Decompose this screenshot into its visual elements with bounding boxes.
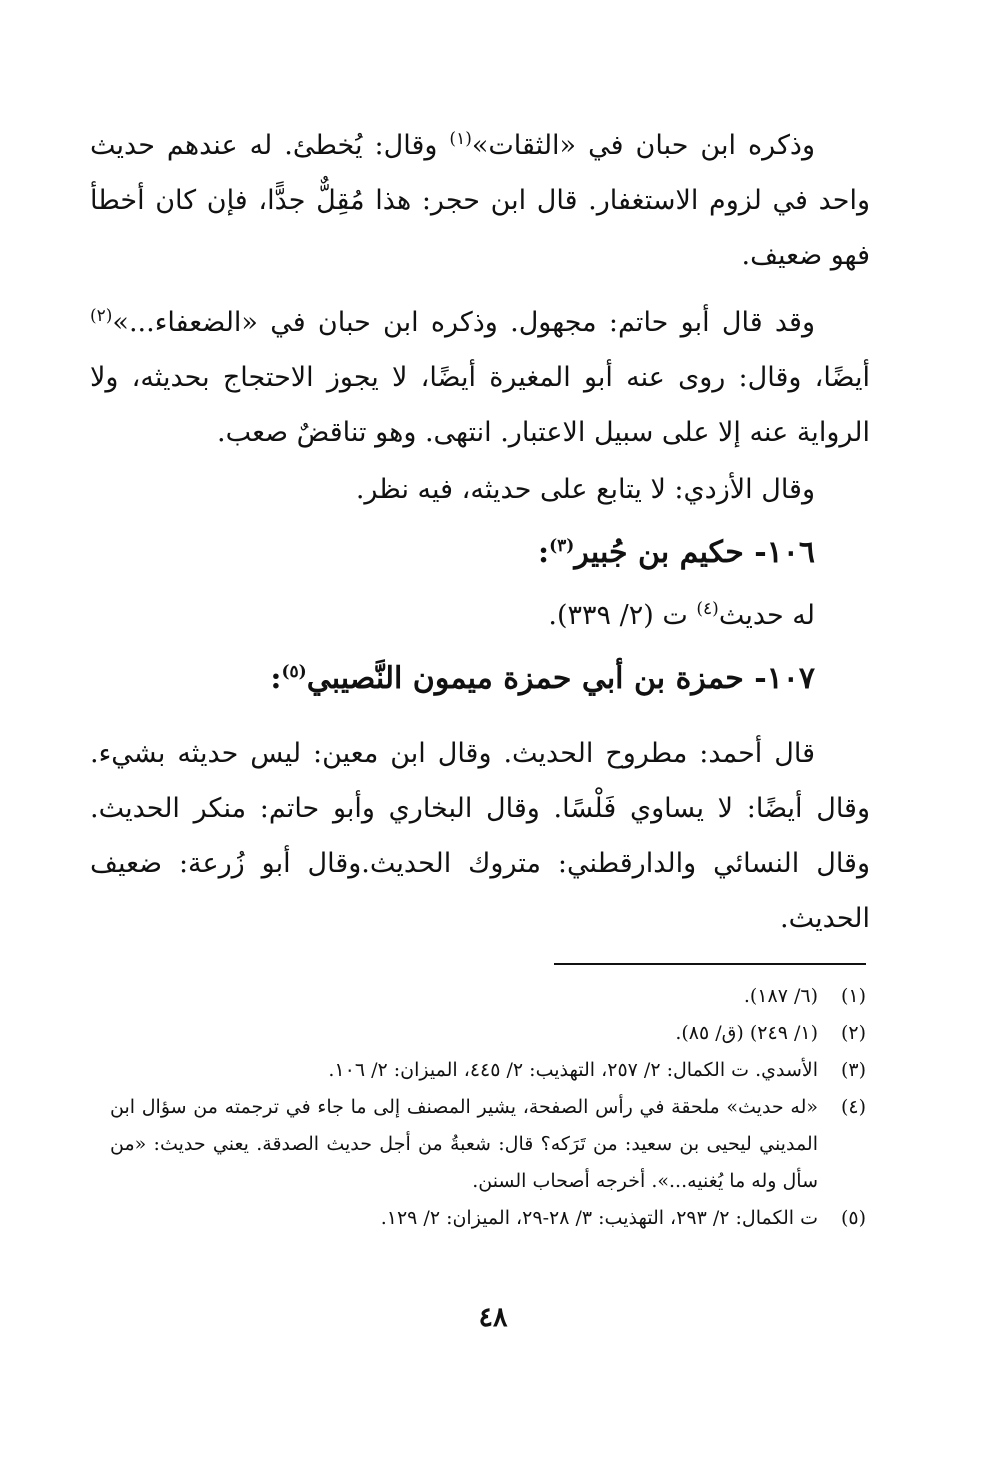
entry-heading-106 (90, 520, 870, 586)
footnote-number: (٣) (840, 1059, 866, 1081)
entry-heading-107 (90, 646, 870, 712)
paragraph-1-text-b: وقال: يُخطئ. له عندهم حديث واحد في لزوم الاستغفار. قال ابن حجر: هذا مُقِلٌّ جدًّا، فإن كان أخطأ فهو ضعيف. (90, 130, 870, 271)
footnote-ref-1: (١) (449, 129, 472, 149)
paragraph-1 (90, 118, 870, 283)
footnote-number: (١) (840, 985, 866, 1007)
page-number: ٤٨ (478, 1302, 508, 1333)
entry-heading-106-colon: : (538, 535, 550, 570)
main-text (90, 118, 870, 946)
footnote-ref-4: (٤) (696, 599, 719, 619)
paragraph-2 (90, 295, 870, 460)
footnote-number: (٢) (840, 1022, 866, 1044)
entry-heading-107-colon: : (270, 661, 282, 696)
paragraph-3: وقال الأزدي: لا يتابع على حديثه، فيه نظر. (355, 474, 815, 505)
paragraph-4-text-a: له حديث (718, 600, 815, 631)
footnote-text: ت الكمال: ٢/ ٢٩٣، التهذيب: ٣/ ٢٨-٢٩، الميزان: ٢/ ١٢٩. (380, 1207, 818, 1229)
entry-heading-106-text: ١٠٦- حكيم بن جُبير (574, 535, 815, 570)
paragraph-2-text-a: وقد قال أبو حاتم: مجهول. وذكره ابن حبان في «الضعفاء...» (112, 307, 815, 338)
footnote-text: (١/ ٢٤٩) (ق/ ٨٥). (675, 1022, 818, 1044)
paragraph-2-text-b: أيضًا، وقال: روى عنه أبو المغيرة أيضًا، لا يجوز الاحتجاج بحديثه، ولا الرواية عنه إلا على سبيل الاعتبار. انتهى. وهو تناقضٌ صعب. (90, 362, 870, 448)
footnote-number: (٤) (840, 1096, 866, 1118)
paragraph-4 (90, 586, 870, 646)
footnote-3 (110, 1052, 866, 1089)
entry-heading-107-text: ١٠٧- حمزة بن أبي حمزة ميمون النَّصيبي (306, 661, 815, 696)
footnote-1 (110, 978, 866, 1015)
footnote-5 (110, 1200, 866, 1237)
footnote-ref-2: (٢) (90, 306, 113, 326)
footnote-2 (110, 1015, 866, 1052)
footnotes (110, 978, 866, 1237)
footnote-text: (٦/ ١٨٧). (743, 985, 818, 1007)
footnote-ref-3: (٣) (549, 536, 575, 556)
paragraph-5: قال أحمد: مطروح الحديث. وقال ابن معين: ليس حديثه بشيء. وقال أيضًا: لا يساوي فَلْسًا. وقال البخاري وأبو حاتم: منكر الحديث. وقال النسائي والدارقطني: متروك الحديث.وقال أبو زُرعة: ضعيف الحديث. (90, 738, 870, 934)
paragraph-4-text-b: ت (٢/ ٣٣٩). (548, 600, 697, 631)
footnote-ref-5: (٥) (281, 662, 307, 682)
footnote-number: (٥) (840, 1207, 866, 1229)
footnote-text: الأسدي. ت الكمال: ٢/ ٢٥٧، التهذيب: ٢/ ٤٤٥، الميزان: ٢/ ١٠٦. (328, 1059, 818, 1081)
paragraph-1-text-a: وذكره ابن حبان في «الثقات» (471, 130, 815, 161)
footnote-4 (110, 1089, 866, 1200)
footnote-text: «له حديث» ملحقة في رأس الصفحة، يشير المصنف إلى ما جاء في ترجمته من سؤال ابن المديني ليحيى بن سعيد: من تَرَكه؟ قال: شعبةُ من أجل حديث الصدقة. يعني حديث: «من سأل وله ما يُغنيه...». أخرجه أصحاب السنن. (110, 1096, 818, 1192)
footnote-separator (554, 963, 866, 965)
